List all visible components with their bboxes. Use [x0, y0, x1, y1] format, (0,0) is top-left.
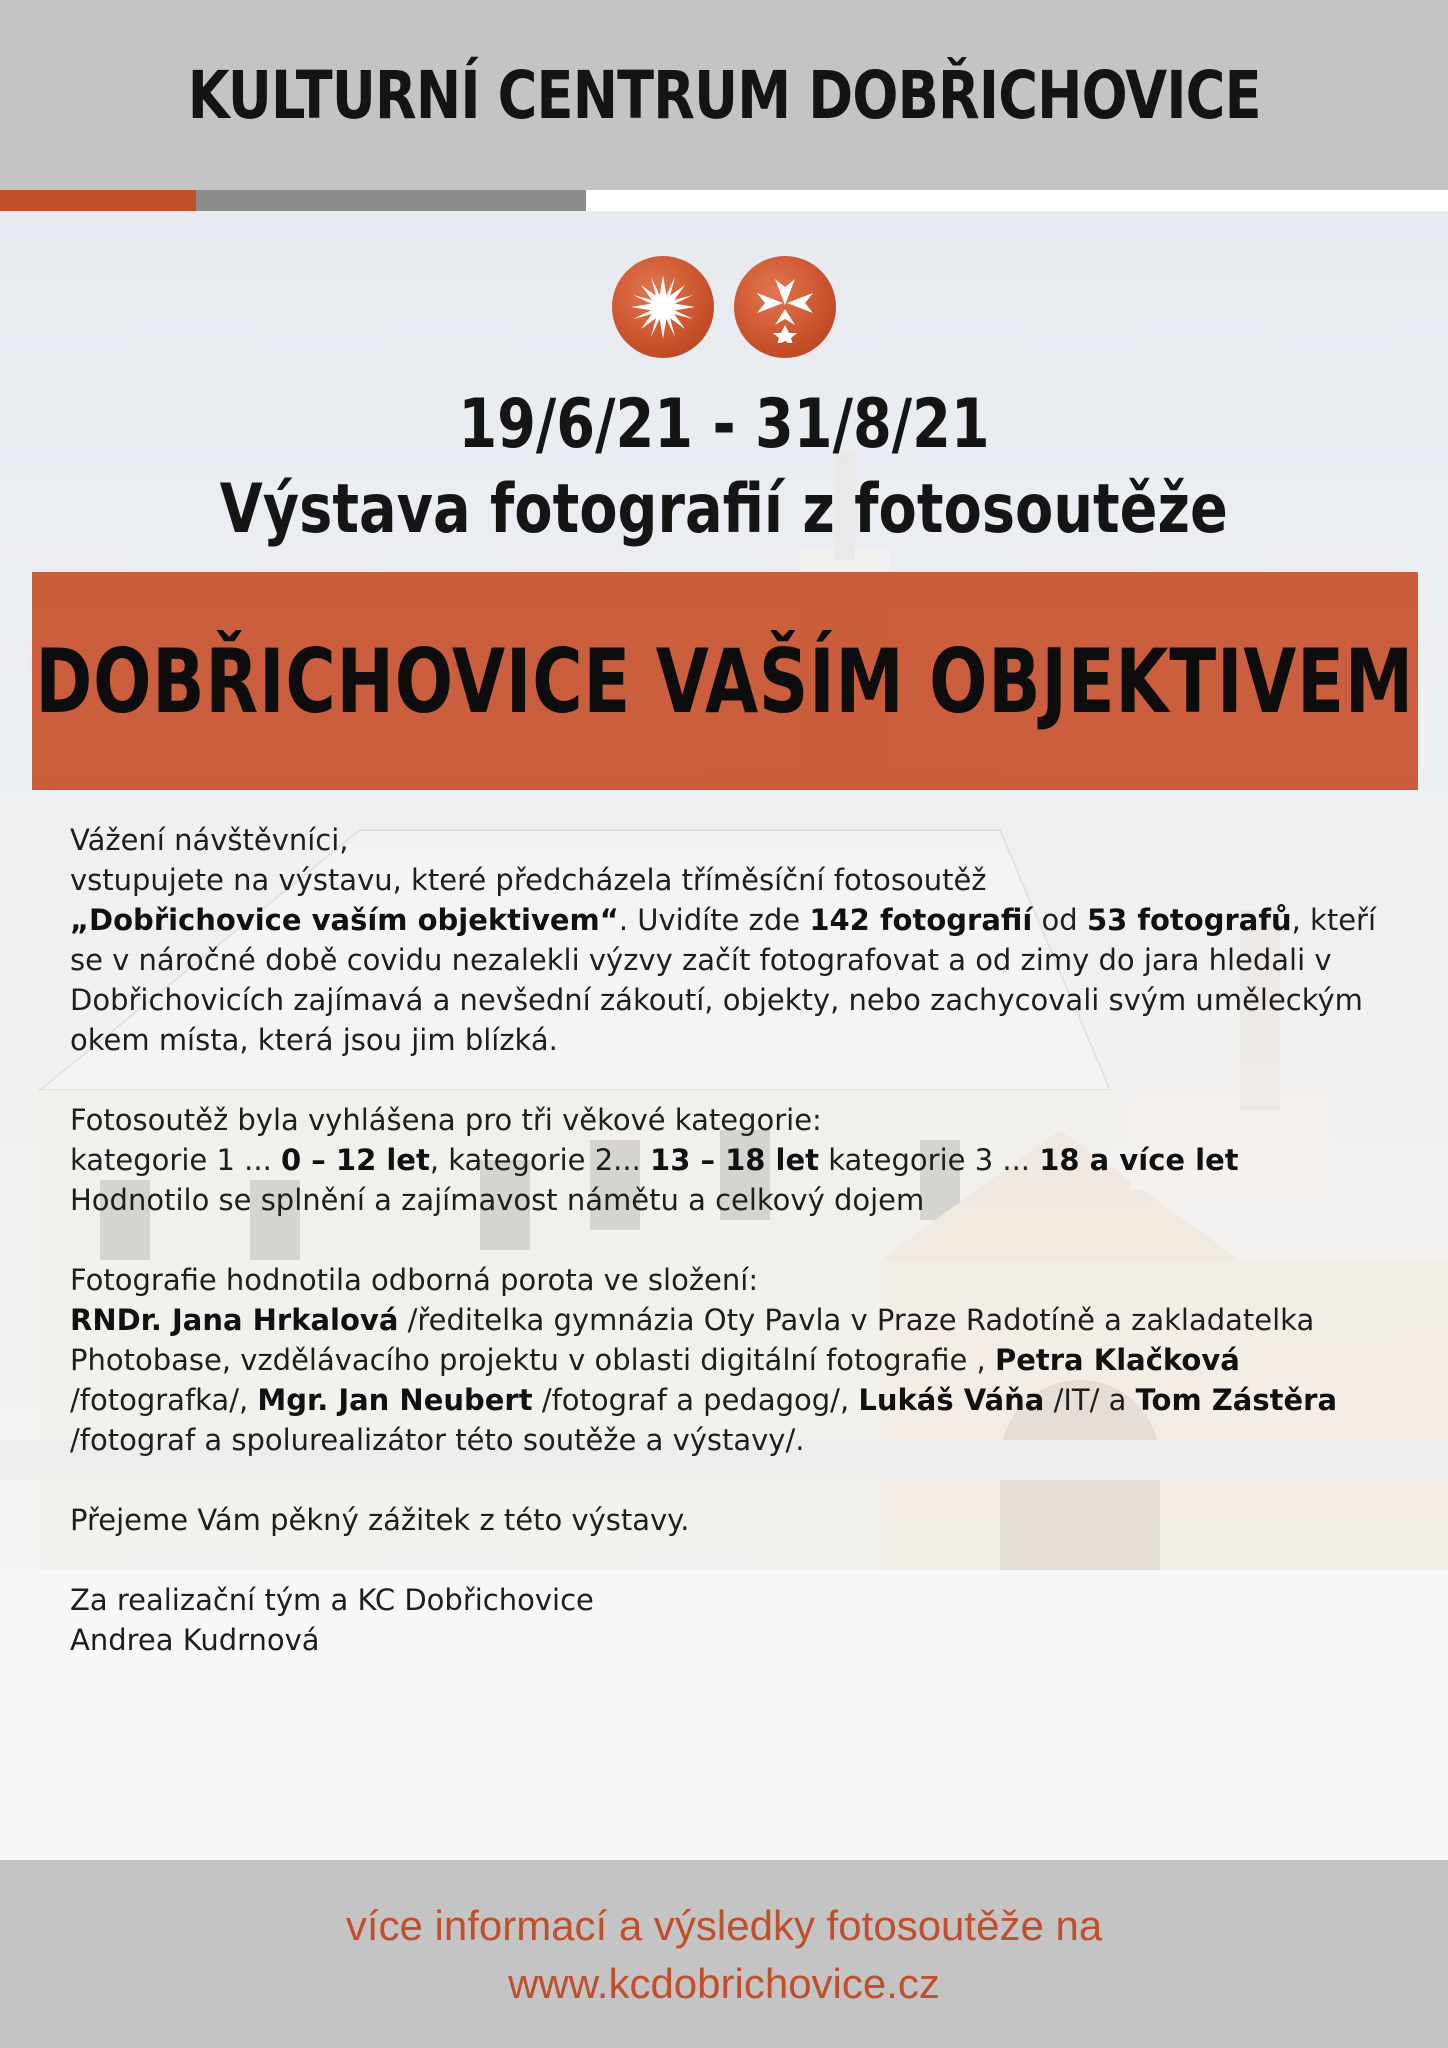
intro-paragraph: vstupujete na výstavu, které předcházela tříměsíční fotosoutěž „Dobřichovice vaším objektivem“. Uvidíte zde 142 fotografií od 53 fotografů, kteří se v náročné době covidu nezalekli výzvy začít fotografovat a od zimy do jara hledali v Dobřichovicích zajímavá a nevšední zákoutí, objekty, nebo zachycovali svým uměleckým okem místa, která jsou jim blízká.: [70, 863, 1377, 1057]
page-header: [0, 0, 1448, 190]
accent-stripe-gray: [196, 190, 586, 211]
emblem-row: [612, 256, 836, 358]
jury-intro: Fotografie hodnotila odborná porota ve složení:: [70, 1263, 759, 1297]
signature: Andrea Kudrnová: [70, 1623, 320, 1657]
title-banner: [32, 572, 1418, 790]
categories-list: kategorie 1 ... 0 – 12 let, kategorie 2... 13 – 18 let kategorie 3 ... 18 a více let: [70, 1143, 1239, 1177]
star-emblem-icon: [612, 256, 714, 358]
jury-member-name: Petra Klačková: [994, 1343, 1240, 1377]
invitation-text: [70, 820, 1400, 1660]
jury-member-name: Lukáš Váňa: [858, 1383, 1045, 1417]
categories-intro: Fotosoutěž byla vyhlášena pro tři věkové kategorie:: [70, 1103, 822, 1137]
maltese-cross-emblem-icon: [734, 256, 836, 358]
footer-info-text: více informací a výsledky fotosoutěže na: [345, 1902, 1103, 1949]
photo-count: 142 fotografií: [809, 903, 1033, 937]
exhibition-title: DOBŘICHOVICE VAŠÍM OBJEKTIVEM: [35, 629, 1415, 733]
accent-stripe-white: [586, 190, 1448, 211]
jury-members: RNDr. Jana Hrkalová /ředitelka gymnázia Oty Pavla v Praze Radotíně a zakladatelka Photobase, vzdělávacího projektu v oblasti digitální fotografie , Petra Klačková /fotografka/, Mgr. Jan Neubert /fotograf a pedagog/, Lukáš Váňa /IT/ a Tom Zástěra /fotograf a spolurealizátor této soutěže a výstavy/.: [70, 1303, 1338, 1457]
category-1-value: 0 – 12 let: [281, 1143, 430, 1177]
author-count: 53 fotografů: [1086, 903, 1292, 937]
closing-wish: Přejeme Vám pěkný zážitek z této výstavy.: [70, 1503, 690, 1537]
category-2-value: 13 – 18 let: [650, 1143, 820, 1177]
page-footer: [0, 1860, 1448, 2048]
signoff: Za realizační tým a KC Dobřichovice: [70, 1583, 594, 1617]
jury-member-name: RNDr. Jana Hrkalová: [70, 1303, 399, 1337]
jury-member-name: Tom Zástěra: [1135, 1383, 1338, 1417]
evaluation-criteria: Hodnotilo se splnění a zajímavost námětu a celkový dojem: [70, 1183, 925, 1217]
category-3-value: 18 a více let: [1039, 1143, 1239, 1177]
greeting: Vážení návštěvníci,: [70, 823, 349, 857]
contest-name: „Dobřichovice vaším objektivem“: [70, 903, 619, 937]
accent-stripe-orange: [0, 190, 196, 211]
event-dates: 19/6/21 - 31/8/21: [458, 385, 990, 464]
jury-member-name: Mgr. Jan Neubert: [257, 1383, 533, 1417]
website-link[interactable]: www.kcdobrichovice.cz: [508, 1960, 940, 2007]
organization-title: KULTURNÍ CENTRUM DOBŘICHOVICE: [187, 56, 1261, 134]
event-subtitle: Výstava fotografií z fotosoutěže: [219, 470, 1229, 549]
